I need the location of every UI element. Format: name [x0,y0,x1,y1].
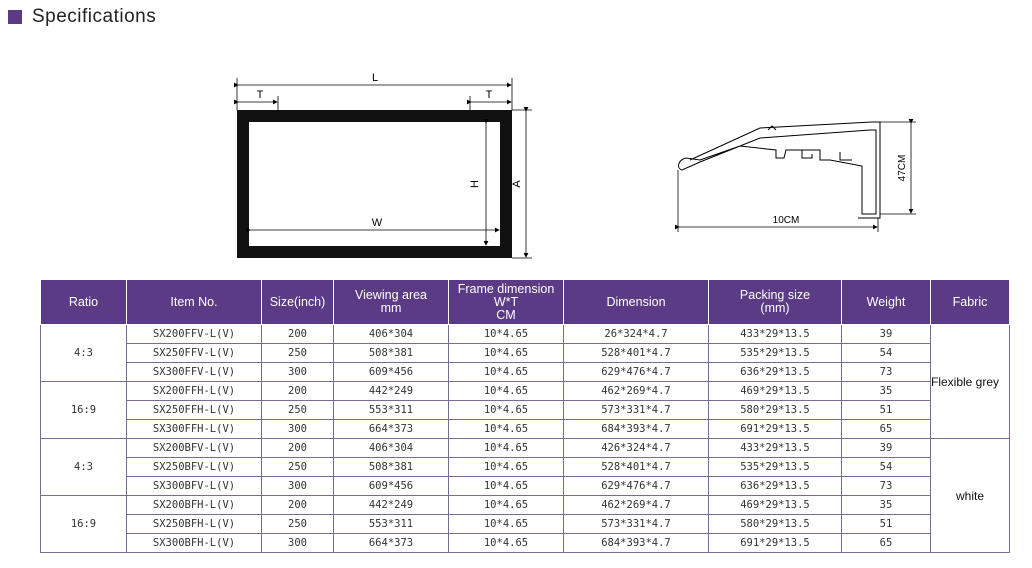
header-packing-line1: Packing size [739,288,811,302]
header-frame-dimension [449,280,564,325]
weight-cell: 35 [842,496,931,515]
viewing-area-cell: 553*311 [334,401,449,420]
dimension-cell: 684*393*4.7 [564,420,709,439]
dimension-cell: 629*476*4.7 [564,477,709,496]
label-H: H [469,180,481,188]
packing-size-cell: 580*29*13.5 [709,515,842,534]
header-dimension: Dimension [564,280,709,325]
viewing-area-cell: 442*249 [334,496,449,515]
header-packing-line2: (mm) [760,301,790,315]
packing-size-cell: 636*29*13.5 [709,477,842,496]
size-cell: 200 [262,439,334,458]
header-fabric: Fabric [931,280,1010,325]
label-T-right: T [485,89,493,101]
header-ratio: Ratio [41,280,127,325]
viewing-area-cell: 508*381 [334,458,449,477]
frame-dimension-cell: 10*4.65 [449,496,564,515]
viewing-area-cell: 553*311 [334,515,449,534]
size-cell: 250 [262,458,334,477]
weight-cell: 35 [842,382,931,401]
item-no-cell: SX200BFV-L(V) [127,439,262,458]
weight-cell: 51 [842,515,931,534]
technical-drawings [0,0,1032,275]
frame-dimension-cell: 10*4.65 [449,401,564,420]
weight-cell: 65 [842,420,931,439]
header-size: Size(inch) [262,280,334,325]
item-no-cell: SX300BFH-L(V) [127,534,262,553]
viewing-area-cell: 664*373 [334,534,449,553]
viewing-area-cell: 406*304 [334,439,449,458]
item-no-cell: SX300BFV-L(V) [127,477,262,496]
viewing-area-cell: 664*373 [334,420,449,439]
frame-dimension-cell: 10*4.65 [449,344,564,363]
item-no-cell: SX250FFH-L(V) [127,401,262,420]
label-10cm: 10CM [772,215,800,226]
header-viewing-area-line2: mm [380,301,402,315]
table-row [41,496,1010,515]
weight-cell: 54 [842,458,931,477]
packing-size-cell: 433*29*13.5 [709,439,842,458]
dimension-cell: 528*401*4.7 [564,458,709,477]
item-no-cell: SX250FFV-L(V) [127,344,262,363]
weight-cell: 54 [842,344,931,363]
table-header-row [41,280,1010,325]
item-no-cell: SX300FFH-L(V) [127,420,262,439]
frame-dimension-cell: 10*4.65 [449,477,564,496]
frame-dimension-cell: 10*4.65 [449,363,564,382]
profile-slot-2 [840,152,852,160]
viewing-area-cell: 609*456 [334,477,449,496]
fabric-cell: Flexible grey [931,325,1010,439]
header-frame-line2: W*T [493,294,519,309]
header-viewing-area [334,280,449,325]
item-no-cell: SX200FFV-L(V) [127,325,262,344]
dimension-cell: 573*331*4.7 [564,401,709,420]
packing-size-cell: 469*29*13.5 [709,382,842,401]
weight-cell: 73 [842,363,931,382]
header-frame-line3: CM [496,307,516,322]
dimension-cell: 684*393*4.7 [564,534,709,553]
table-row [41,458,1010,477]
frame-diagram [237,72,532,258]
packing-size-cell: 691*29*13.5 [709,420,842,439]
table-row [41,515,1010,534]
table-row [41,382,1010,401]
table-row [41,325,1010,344]
size-cell: 200 [262,325,334,344]
packing-size-cell: 636*29*13.5 [709,363,842,382]
item-no-cell: SX250BFH-L(V) [127,515,262,534]
ratio-cell: 16:9 [41,382,127,439]
frame-dimension-cell: 10*4.65 [449,382,564,401]
size-cell: 250 [262,515,334,534]
frame-dimension-cell: 10*4.65 [449,515,564,534]
table-row [41,420,1010,439]
dimension-cell: 573*331*4.7 [564,515,709,534]
table-body [41,325,1010,553]
weight-cell: 73 [842,477,931,496]
weight-cell: 65 [842,534,931,553]
viewing-area-cell: 406*304 [334,325,449,344]
size-cell: 200 [262,496,334,515]
size-cell: 300 [262,420,334,439]
packing-size-cell: 691*29*13.5 [709,534,842,553]
header-viewing-area-line1: Viewing area [354,288,428,302]
dimension-cell: 426*324*4.7 [564,439,709,458]
label-L: L [371,72,379,84]
specifications-table [40,279,1010,553]
label-47cm: 47CM [897,154,908,182]
header-weight: Weight [842,280,931,325]
ratio-cell: 16:9 [41,496,127,553]
header-packing-size [709,280,842,325]
fabric-cell: white [931,439,1010,553]
size-cell: 300 [262,534,334,553]
frame-dimension-cell: 10*4.65 [449,458,564,477]
profile-slot-1 [802,150,812,158]
label-W: W [371,217,383,229]
weight-cell: 39 [842,325,931,344]
dimension-cell: 629*476*4.7 [564,363,709,382]
dimension-cell: 462*269*4.7 [564,382,709,401]
packing-size-cell: 469*29*13.5 [709,496,842,515]
ratio-cell: 4:3 [41,439,127,496]
packing-size-cell: 433*29*13.5 [709,325,842,344]
size-cell: 200 [262,382,334,401]
weight-cell: 39 [842,439,931,458]
ratio-cell: 4:3 [41,325,127,382]
table-row [41,344,1010,363]
table-row [41,439,1010,458]
table-row [41,401,1010,420]
item-no-cell: SX250BFV-L(V) [127,458,262,477]
dimension-cell: 462*269*4.7 [564,496,709,515]
packing-size-cell: 535*29*13.5 [709,344,842,363]
frame-dimension-cell: 10*4.65 [449,420,564,439]
label-T-left: T [256,89,264,101]
weight-cell: 51 [842,401,931,420]
viewing-area-cell: 508*381 [334,344,449,363]
size-cell: 300 [262,363,334,382]
table-row [41,363,1010,382]
table-row [41,534,1010,553]
viewing-area-cell: 609*456 [334,363,449,382]
dimension-cell: 26*324*4.7 [564,325,709,344]
dimension-cell: 528*401*4.7 [564,344,709,363]
size-cell: 300 [262,477,334,496]
frame-dimension-cell: 10*4.65 [449,534,564,553]
packing-size-cell: 535*29*13.5 [709,458,842,477]
table-row [41,477,1010,496]
item-no-cell: SX300FFV-L(V) [127,363,262,382]
page-title: Specifications [32,6,157,27]
frame-dimension-cell: 10*4.65 [449,439,564,458]
size-cell: 250 [262,344,334,363]
frame-dimension-cell: 10*4.65 [449,325,564,344]
item-no-cell: SX200BFH-L(V) [127,496,262,515]
packing-size-cell: 580*29*13.5 [709,401,842,420]
item-no-cell: SX200FFH-L(V) [127,382,262,401]
header-frame-line1: Frame dimension [457,281,555,296]
label-A: A [511,180,523,188]
header-item-no: Item No. [127,280,262,325]
size-cell: 250 [262,401,334,420]
profile-outline [679,130,876,214]
viewing-area-cell: 442*249 [334,382,449,401]
